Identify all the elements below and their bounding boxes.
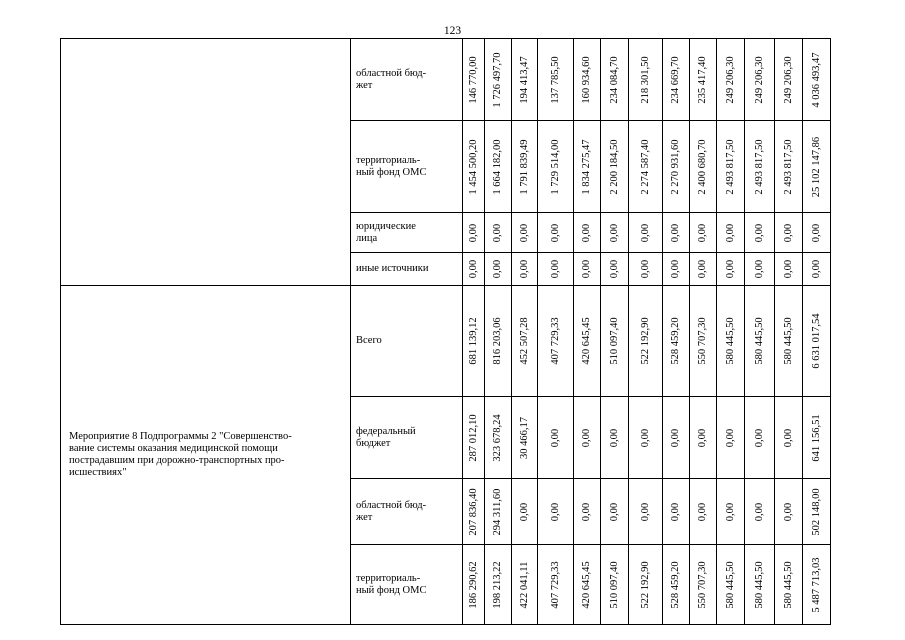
value-cell bbox=[690, 545, 717, 625]
value-text: 528 459,20 bbox=[670, 560, 681, 609]
value-text: 0,00 bbox=[518, 259, 530, 279]
value-text: 550 707,30 bbox=[697, 560, 708, 609]
value-cell bbox=[663, 545, 690, 625]
value-cell bbox=[690, 286, 717, 397]
value-text: 0,00 bbox=[549, 223, 561, 242]
value-text: 0,00 bbox=[467, 259, 479, 279]
value-cell bbox=[745, 213, 775, 253]
value-cell bbox=[663, 121, 690, 213]
value-text: 522 192,90 bbox=[639, 560, 651, 609]
value-cell bbox=[574, 213, 601, 253]
value-text: 420 645,45 bbox=[581, 560, 592, 609]
value-text: 0,00 bbox=[639, 502, 651, 521]
value-cell bbox=[485, 253, 512, 286]
value-text: 0,00 bbox=[697, 502, 708, 521]
value-cell bbox=[485, 121, 512, 213]
value-cell bbox=[803, 286, 831, 397]
value-text: 0,00 bbox=[753, 259, 765, 279]
value-cell bbox=[775, 121, 803, 213]
value-text: 420 645,45 bbox=[581, 317, 592, 365]
value-cell bbox=[663, 479, 690, 545]
value-text: 323 678,24 bbox=[492, 413, 503, 462]
value-cell bbox=[803, 39, 831, 121]
value-cell bbox=[663, 253, 690, 286]
value-cell bbox=[690, 213, 717, 253]
value-cell bbox=[574, 121, 601, 213]
value-text: 0,00 bbox=[724, 502, 736, 521]
value-cell bbox=[717, 545, 745, 625]
value-cell bbox=[601, 39, 629, 121]
value-cell bbox=[717, 397, 745, 479]
value-cell bbox=[629, 397, 663, 479]
value-cell bbox=[601, 545, 629, 625]
value-text: 0,00 bbox=[639, 428, 651, 447]
value-text: 0,00 bbox=[724, 259, 736, 279]
value-text: 0,00 bbox=[724, 428, 736, 447]
value-cell bbox=[601, 479, 629, 545]
value-text: 1 834 275,47 bbox=[581, 138, 592, 195]
value-text: 2 400 680,70 bbox=[697, 138, 708, 195]
value-cell bbox=[745, 545, 775, 625]
value-cell bbox=[717, 121, 745, 213]
value-cell bbox=[601, 213, 629, 253]
value-text: 816 203,06 bbox=[492, 317, 503, 365]
value-cell bbox=[574, 253, 601, 286]
value-cell bbox=[574, 545, 601, 625]
value-cell bbox=[775, 479, 803, 545]
value-text: 249 206,30 bbox=[782, 55, 794, 104]
table-row bbox=[61, 286, 831, 397]
activity-cell: Мероприятие 8 Подпрограммы 2 "Совершенство- вание системы оказания медицинской помощи пострадавшим при дорожно-транспортных про- исшествиях" bbox=[61, 286, 351, 625]
value-text: 0,00 bbox=[549, 259, 561, 279]
value-text: 580 445,50 bbox=[724, 317, 736, 365]
value-cell bbox=[574, 479, 601, 545]
value-cell bbox=[629, 286, 663, 397]
value-cell bbox=[463, 397, 485, 479]
budget-table bbox=[60, 38, 831, 625]
value-text: 0,00 bbox=[753, 223, 765, 242]
value-cell bbox=[803, 479, 831, 545]
value-cell bbox=[485, 286, 512, 397]
value-text: 198 213,22 bbox=[492, 560, 503, 609]
value-cell bbox=[463, 253, 485, 286]
value-cell bbox=[574, 286, 601, 397]
value-text: 502 148,00 bbox=[810, 487, 822, 536]
value-text: 681 139,12 bbox=[467, 317, 479, 365]
value-cell bbox=[717, 479, 745, 545]
value-text: 137 785,50 bbox=[549, 55, 561, 104]
value-text: 146 770,00 bbox=[467, 55, 479, 104]
value-text: 186 290,62 bbox=[467, 560, 479, 609]
value-cell bbox=[538, 213, 574, 253]
value-text: 550 707,30 bbox=[697, 317, 708, 365]
funding-source-cell: Всего bbox=[351, 286, 463, 397]
value-cell bbox=[485, 213, 512, 253]
value-text: 234 084,70 bbox=[608, 55, 620, 104]
funding-source-cell: юридические лица bbox=[351, 213, 463, 253]
value-cell bbox=[803, 213, 831, 253]
value-cell bbox=[775, 39, 803, 121]
value-text: 0,00 bbox=[639, 223, 651, 242]
value-cell bbox=[512, 545, 538, 625]
value-cell bbox=[717, 286, 745, 397]
value-text: 522 192,90 bbox=[639, 317, 651, 365]
value-text: 0,00 bbox=[518, 502, 530, 521]
value-cell bbox=[629, 121, 663, 213]
value-cell bbox=[690, 253, 717, 286]
value-text: 0,00 bbox=[549, 428, 561, 447]
funding-source-cell: областной бюд- жет bbox=[351, 479, 463, 545]
value-cell bbox=[629, 213, 663, 253]
funding-source-cell: территориаль- ный фонд ОМС bbox=[351, 121, 463, 213]
value-text: 510 097,40 bbox=[608, 317, 620, 365]
value-text: 422 041,11 bbox=[518, 561, 530, 608]
value-cell bbox=[745, 479, 775, 545]
value-text: 194 413,47 bbox=[518, 55, 530, 104]
value-cell bbox=[463, 213, 485, 253]
value-cell bbox=[512, 253, 538, 286]
value-cell bbox=[574, 397, 601, 479]
value-text: 0,00 bbox=[639, 259, 651, 279]
value-text: 1 729 514,00 bbox=[549, 138, 561, 195]
value-text: 0,00 bbox=[670, 428, 681, 447]
funding-source-cell: территориаль- ный фонд ОМС bbox=[351, 545, 463, 625]
value-text: 0,00 bbox=[670, 259, 681, 279]
value-text: 580 445,50 bbox=[782, 560, 794, 609]
value-text: 0,00 bbox=[697, 428, 708, 447]
value-cell bbox=[690, 479, 717, 545]
value-text: 580 445,50 bbox=[753, 560, 765, 609]
value-cell bbox=[463, 479, 485, 545]
value-text: 0,00 bbox=[782, 259, 794, 279]
value-text: 0,00 bbox=[810, 259, 822, 279]
value-cell bbox=[601, 253, 629, 286]
value-cell bbox=[538, 121, 574, 213]
value-cell bbox=[574, 39, 601, 121]
value-text: 0,00 bbox=[697, 259, 708, 279]
value-cell bbox=[663, 213, 690, 253]
value-cell bbox=[463, 545, 485, 625]
value-cell bbox=[745, 253, 775, 286]
value-text: 580 445,50 bbox=[724, 560, 736, 609]
value-text: 0,00 bbox=[782, 223, 794, 242]
value-cell bbox=[717, 213, 745, 253]
value-cell bbox=[745, 39, 775, 121]
value-cell bbox=[690, 39, 717, 121]
value-text: 2 274 587,40 bbox=[639, 138, 651, 195]
value-text: 0,00 bbox=[608, 502, 620, 521]
value-text: 2 270 931,60 bbox=[670, 138, 681, 195]
value-cell bbox=[717, 253, 745, 286]
value-text: 0,00 bbox=[581, 502, 592, 521]
value-text: 0,00 bbox=[581, 223, 592, 242]
value-cell bbox=[601, 121, 629, 213]
table-row bbox=[61, 39, 831, 121]
value-text: 30 466,17 bbox=[518, 416, 530, 459]
value-cell bbox=[601, 286, 629, 397]
value-cell bbox=[538, 253, 574, 286]
value-text: 2 493 817,50 bbox=[782, 138, 794, 195]
value-cell bbox=[775, 286, 803, 397]
funding-source-cell: федеральный бюджет bbox=[351, 397, 463, 479]
value-text: 0,00 bbox=[782, 428, 794, 447]
value-cell bbox=[663, 39, 690, 121]
funding-source-cell: областной бюд- жет bbox=[351, 39, 463, 121]
value-text: 0,00 bbox=[549, 502, 561, 521]
value-cell bbox=[775, 213, 803, 253]
value-cell bbox=[803, 253, 831, 286]
value-cell bbox=[512, 39, 538, 121]
value-text: 2 493 817,50 bbox=[753, 138, 765, 195]
value-text: 0,00 bbox=[670, 502, 681, 521]
value-text: 0,00 bbox=[753, 502, 765, 521]
value-cell bbox=[745, 121, 775, 213]
value-cell bbox=[512, 479, 538, 545]
value-cell bbox=[538, 397, 574, 479]
value-text: 580 445,50 bbox=[753, 317, 765, 365]
value-cell bbox=[485, 397, 512, 479]
value-cell bbox=[512, 213, 538, 253]
value-cell bbox=[629, 253, 663, 286]
activity-cell bbox=[61, 39, 351, 286]
value-cell bbox=[717, 39, 745, 121]
value-text: 0,00 bbox=[697, 223, 708, 242]
value-text: 207 836,40 bbox=[467, 487, 479, 536]
value-cell bbox=[775, 397, 803, 479]
value-text: 249 206,30 bbox=[724, 55, 736, 104]
value-text: 0,00 bbox=[608, 428, 620, 447]
value-cell bbox=[775, 253, 803, 286]
value-cell bbox=[745, 286, 775, 397]
value-cell bbox=[538, 39, 574, 121]
value-cell bbox=[512, 286, 538, 397]
value-cell bbox=[629, 39, 663, 121]
value-text: 6 631 017,54 bbox=[810, 313, 822, 369]
value-cell bbox=[485, 545, 512, 625]
value-text: 218 301,50 bbox=[639, 55, 651, 104]
value-text: 1 791 839,49 bbox=[518, 138, 530, 195]
value-text: 510 097,40 bbox=[608, 560, 620, 609]
value-text: 0,00 bbox=[518, 223, 530, 242]
value-cell bbox=[745, 397, 775, 479]
value-cell bbox=[629, 545, 663, 625]
value-text: 407 729,33 bbox=[549, 317, 561, 365]
value-text: 407 729,33 bbox=[549, 560, 561, 609]
value-text: 528 459,20 bbox=[670, 317, 681, 365]
value-text: 2 493 817,50 bbox=[724, 138, 736, 195]
value-text: 641 156,51 bbox=[810, 413, 822, 462]
value-cell bbox=[663, 397, 690, 479]
value-cell bbox=[463, 121, 485, 213]
value-cell bbox=[463, 39, 485, 121]
value-text: 0,00 bbox=[608, 223, 620, 242]
value-cell bbox=[538, 479, 574, 545]
value-text: 287 012,10 bbox=[467, 413, 479, 462]
value-text: 25 102 147,86 bbox=[810, 136, 822, 197]
funding-source-cell: иные источники bbox=[351, 253, 463, 286]
value-text: 0,00 bbox=[670, 223, 681, 242]
value-text: 580 445,50 bbox=[782, 317, 794, 365]
value-cell bbox=[601, 397, 629, 479]
value-text: 0,00 bbox=[608, 259, 620, 279]
value-cell bbox=[538, 545, 574, 625]
value-text: 0,00 bbox=[467, 223, 479, 242]
page-number: 123 bbox=[443, 25, 462, 37]
value-text: 5 487 713,03 bbox=[810, 556, 822, 613]
value-cell bbox=[463, 286, 485, 397]
value-text: 294 311,60 bbox=[492, 488, 503, 535]
value-cell bbox=[775, 545, 803, 625]
value-text: 0,00 bbox=[782, 502, 794, 521]
value-text: 249 206,30 bbox=[753, 55, 765, 104]
value-cell bbox=[512, 397, 538, 479]
value-cell bbox=[512, 121, 538, 213]
value-text: 0,00 bbox=[753, 428, 765, 447]
value-text: 160 934,60 bbox=[581, 55, 592, 104]
value-cell bbox=[803, 397, 831, 479]
value-cell bbox=[803, 545, 831, 625]
value-cell bbox=[629, 479, 663, 545]
value-cell bbox=[690, 121, 717, 213]
value-cell bbox=[663, 286, 690, 397]
value-text: 235 417,40 bbox=[697, 55, 708, 104]
value-text: 0,00 bbox=[810, 223, 822, 242]
value-text: 0,00 bbox=[581, 259, 592, 279]
value-text: 0,00 bbox=[492, 259, 503, 279]
value-cell bbox=[538, 286, 574, 397]
value-text: 234 669,70 bbox=[670, 55, 681, 104]
value-text: 1 664 182,00 bbox=[492, 138, 503, 195]
value-text: 4 036 493,47 bbox=[810, 51, 822, 108]
value-text: 1 726 497,70 bbox=[492, 51, 503, 108]
value-text: 0,00 bbox=[581, 428, 592, 447]
value-text: 0,00 bbox=[724, 223, 736, 242]
value-cell bbox=[485, 479, 512, 545]
value-text: 0,00 bbox=[492, 223, 503, 242]
value-text: 2 200 184,50 bbox=[608, 138, 620, 195]
value-text: 1 454 500,20 bbox=[467, 138, 479, 195]
value-text: 452 507,28 bbox=[518, 317, 530, 365]
value-cell bbox=[485, 39, 512, 121]
value-cell bbox=[803, 121, 831, 213]
value-cell bbox=[690, 397, 717, 479]
